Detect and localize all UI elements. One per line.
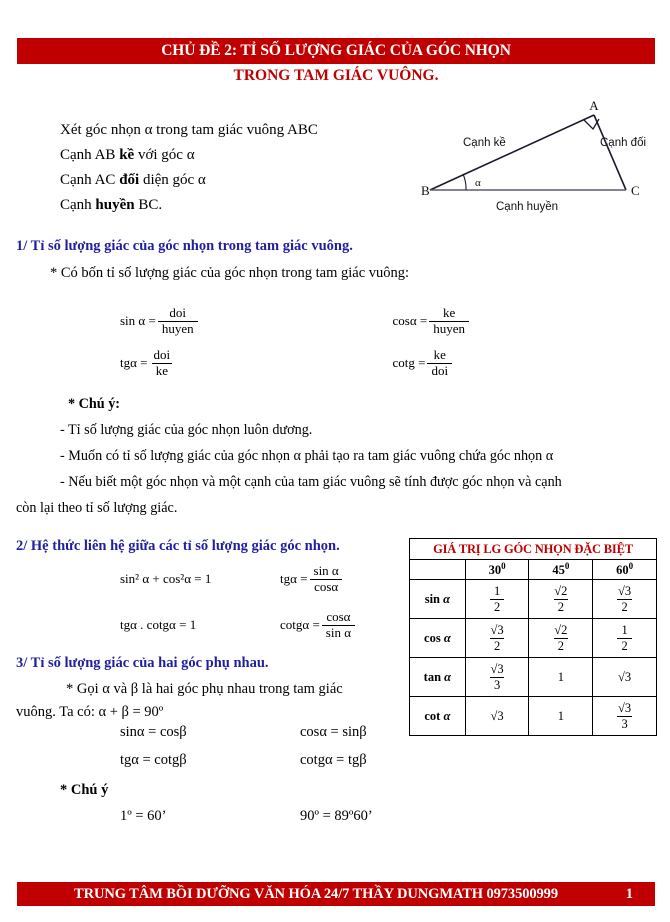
formula-tg-identity-numerator: sin α xyxy=(313,562,339,578)
fraction-denominator: 2 xyxy=(617,599,631,614)
table-row xyxy=(410,580,657,619)
row-label-sin-fn: sin xyxy=(424,591,440,606)
fraction-denominator: 2 xyxy=(554,599,568,614)
table-header-60 xyxy=(593,560,657,580)
row-label-cos xyxy=(410,619,466,658)
vertex-label-b: B xyxy=(421,183,430,198)
row-label-cos-var: α xyxy=(443,630,451,645)
formula-cotg-identity xyxy=(280,602,420,648)
cell-tan-30 xyxy=(465,658,529,697)
fraction-denominator: 2 xyxy=(490,599,504,614)
intro-line-4-suffix: BC. xyxy=(134,197,163,213)
fraction-numerator: √3 xyxy=(490,662,504,677)
formula-cotg-identity-fraction xyxy=(322,610,355,641)
cell-cos-60 xyxy=(593,619,657,658)
formula-tg-identity-lhs: tgα = xyxy=(280,571,308,586)
intro-line-2 xyxy=(60,143,410,168)
angle-value-45: 45 xyxy=(552,563,565,578)
formula-cos-sin-complement: cosα = sinβ xyxy=(300,724,367,740)
fraction-numerator: 1 xyxy=(493,584,501,599)
intro-line-4-keyword: huyền xyxy=(95,197,135,213)
table-title: GIÁ TRỊ LG GÓC NHỌN ĐẶC BIỆT xyxy=(410,539,657,560)
cell-cot-45: 1 xyxy=(529,697,593,736)
formula-tg-cotg-product: tgα . cotgα = 1 xyxy=(120,617,197,632)
vertex-label-c: C xyxy=(631,183,640,198)
fraction xyxy=(617,623,631,653)
formula-row xyxy=(120,808,540,836)
formula-ninety-degree: 90º = 89º60’ xyxy=(300,808,373,824)
row-label-tan-var: α xyxy=(444,669,452,684)
section-1-heading: 1/ Tỉ số lượng giác của góc nhọn trong tam giác vuông. xyxy=(16,238,353,254)
title-banner xyxy=(17,38,655,64)
degree-sup-45: 0 xyxy=(564,560,570,571)
fraction xyxy=(490,584,504,614)
cell-sin-60 xyxy=(593,580,657,619)
row-label-sin xyxy=(410,580,466,619)
angle-value-30: 30 xyxy=(488,563,502,578)
section-3-heading: 3/ Tỉ số lượng giác của hai góc phụ nhau. xyxy=(16,655,269,671)
intro-line-4 xyxy=(60,193,410,218)
degree-sup-60: 0 xyxy=(628,560,634,571)
intro-line-2-prefix: Cạnh AB xyxy=(60,147,120,163)
note-item-3: - Nếu biết một góc nhọn và một cạnh của tam giác vuông sẽ tính được góc nhọn và cạnh xyxy=(60,474,562,490)
row-label-cot-fn: cot xyxy=(424,708,441,723)
label-opposite-side: Cạnh đối xyxy=(600,137,647,149)
formula-sin-denominator: huyen xyxy=(158,321,198,337)
fraction xyxy=(487,662,508,692)
table-corner-cell xyxy=(410,560,466,580)
intro-paragraph xyxy=(60,118,410,218)
table-header-45 xyxy=(529,560,593,580)
fraction-denominator: 2 xyxy=(617,638,631,653)
note-item-1: - Tỉ số lượng giác của góc nhọn luôn dương. xyxy=(60,422,313,438)
fraction xyxy=(614,584,635,614)
footer-banner xyxy=(17,882,655,906)
row-label-cot-var: α xyxy=(443,708,451,723)
fraction xyxy=(550,584,571,614)
note-item-3-continued: còn lại theo tỉ số lượng giác. xyxy=(16,500,178,516)
formula-degree-minute: 1º = 60’ xyxy=(120,808,167,824)
row-label-tan-fn: tan xyxy=(423,669,442,684)
formula-cotg xyxy=(318,342,591,384)
intro-line-3-prefix: Cạnh AC xyxy=(60,172,120,188)
fraction xyxy=(487,623,508,653)
formula-sin xyxy=(120,300,318,342)
section-3-line-2: vuông. Ta có: α + β = 90º xyxy=(16,704,164,720)
intro-line-2-suffix: với góc α xyxy=(134,147,195,163)
formula-row xyxy=(120,300,590,342)
formula-cos-numerator: ke xyxy=(442,304,456,320)
formula-sin-numerator: doi xyxy=(169,304,187,320)
cell-cos-45 xyxy=(529,619,593,658)
cell-cot-60 xyxy=(593,697,657,736)
fraction-numerator: 1 xyxy=(621,623,628,638)
fraction-denominator: 2 xyxy=(554,638,568,653)
formula-cotg-fraction xyxy=(427,348,452,379)
cell-sin-45 xyxy=(529,580,593,619)
formula-cotg-tg-complement: cotgα = tgβ xyxy=(300,752,367,768)
section-1-formula-grid xyxy=(120,300,590,384)
angle-arc-alpha xyxy=(463,174,466,190)
fraction-denominator: 3 xyxy=(490,677,504,692)
formula-tg-cotg-complement: tgα = cotgβ xyxy=(120,752,187,768)
special-angle-values-table xyxy=(409,538,657,736)
formula-cos-lhs: cosα = xyxy=(392,313,428,328)
note-item-2: - Muốn có tỉ số lượng giác của góc nhọn α phải tạo ra tam giác vuông chứa góc nhọn α xyxy=(60,448,554,464)
formula-tg-numerator: doi xyxy=(153,346,171,362)
formula-cotg-identity-denominator: sin α xyxy=(322,625,355,641)
formula-tg-fraction xyxy=(150,348,175,379)
formula-row xyxy=(120,724,540,752)
section-3-note-heading: * Chú ý xyxy=(60,782,109,798)
fraction-denominator: 2 xyxy=(490,638,504,653)
fraction-denominator: 3 xyxy=(617,716,631,731)
label-hypotenuse-side: Cạnh huyền xyxy=(496,201,559,213)
fraction-numerator: √3 xyxy=(618,701,632,716)
table-header-30 xyxy=(465,560,529,580)
intro-line-3-suffix: diện góc α xyxy=(139,172,206,188)
section-3-formula-grid xyxy=(120,724,540,780)
angle-label-alpha: α xyxy=(475,177,481,189)
formula-tg-identity-fraction xyxy=(310,564,343,595)
row-label-sin-var: α xyxy=(443,591,451,606)
formula-tg-identity xyxy=(280,556,420,602)
formula-row xyxy=(120,602,420,648)
table-header-row xyxy=(410,560,657,580)
fraction-numerator: √3 xyxy=(490,623,504,638)
footer-text: TRUNG TÂM BỒI DƯỠNG VĂN HÓA 24/7 THẦY DUNGMATH 0973500999 xyxy=(74,886,558,902)
cell-cos-30 xyxy=(465,619,529,658)
degree-sup-30: 0 xyxy=(501,560,506,571)
section-2-heading: 2/ Hệ thức liên hệ giữa các tỉ số lượng giác góc nhọn. xyxy=(16,538,340,554)
intro-line-3-keyword: đối xyxy=(119,172,140,188)
formula-tg xyxy=(120,342,318,384)
formula-sin-lhs: sin α = xyxy=(120,313,156,328)
section-1-subtitle: * Có bốn tỉ số lượng giác của góc nhọn trong tam giác vuông: xyxy=(50,265,410,281)
formula-row xyxy=(120,752,540,780)
triangle-svg xyxy=(418,98,663,220)
page-number: 1 xyxy=(625,886,633,902)
section-3-line-1: * Gọi α và β là hai góc phụ nhau trong tam giác xyxy=(66,681,343,697)
table-row xyxy=(410,658,657,697)
table-title-row xyxy=(410,539,657,560)
formula-cotg-identity-lhs: cotgα = xyxy=(280,617,320,632)
intro-line-2-keyword: kề xyxy=(119,147,135,163)
formula-cos-fraction xyxy=(429,306,469,337)
cell-sin-30 xyxy=(465,580,529,619)
cell-tan-60: √3 xyxy=(593,658,657,697)
formula-row xyxy=(120,556,420,602)
formula-tg-identity-denominator: cosα xyxy=(310,579,342,595)
vertex-label-a: A xyxy=(589,98,599,113)
page-subtitle: TRONG TAM GIÁC VUÔNG. xyxy=(233,67,439,84)
formula-tg-lhs: tgα = xyxy=(120,355,148,370)
formula-cotg-lhs: cotg = xyxy=(392,355,426,370)
formula-sin-cos-complement: sinα = cosβ xyxy=(120,724,187,740)
note-heading: * Chú ý: xyxy=(68,396,121,412)
fraction xyxy=(550,623,571,653)
label-adjacent-side: Cạnh kề xyxy=(463,137,506,149)
side-ab-adjacent xyxy=(430,115,594,190)
section-1-notes xyxy=(16,392,656,521)
intro-line-3 xyxy=(60,168,410,193)
section-3-note-grid xyxy=(120,808,540,836)
row-label-cos-fn: cos xyxy=(424,630,441,645)
formula-cotg-numerator: ke xyxy=(433,346,446,362)
fraction-numerator: √2 xyxy=(554,584,568,599)
fraction-numerator: √3 xyxy=(618,584,632,599)
angle-value-60: 60 xyxy=(616,563,629,578)
formula-cotg-denominator: doi xyxy=(427,363,452,379)
intro-line-4-prefix: Cạnh xyxy=(60,197,96,213)
formula-cos-denominator: huyen xyxy=(429,321,469,337)
cell-cot-30: √3 xyxy=(465,697,529,736)
formula-tg-denominator: ke xyxy=(152,363,172,379)
formula-cos xyxy=(318,300,591,342)
fraction-numerator: √2 xyxy=(554,623,568,638)
formula-cotg-identity-numerator: cosα xyxy=(326,608,351,624)
formula-pythagorean-identity: sin² α + cos²α = 1 xyxy=(120,571,212,586)
table-row xyxy=(410,619,657,658)
formula-row xyxy=(120,342,590,384)
side-ac-opposite xyxy=(594,115,626,190)
fraction xyxy=(614,701,635,731)
cell-tan-45: 1 xyxy=(529,658,593,697)
row-label-tan xyxy=(410,658,466,697)
right-triangle-diagram xyxy=(418,98,663,220)
section-2-formula-grid xyxy=(120,556,420,648)
page-title: CHỦ ĐỀ 2: TỈ SỐ LƯỢNG GIÁC CỦA GÓC NHỌN xyxy=(161,42,511,59)
intro-line-1: Xét góc nhọn α trong tam giác vuông ABC xyxy=(60,122,318,138)
formula-sin-fraction xyxy=(158,306,198,337)
